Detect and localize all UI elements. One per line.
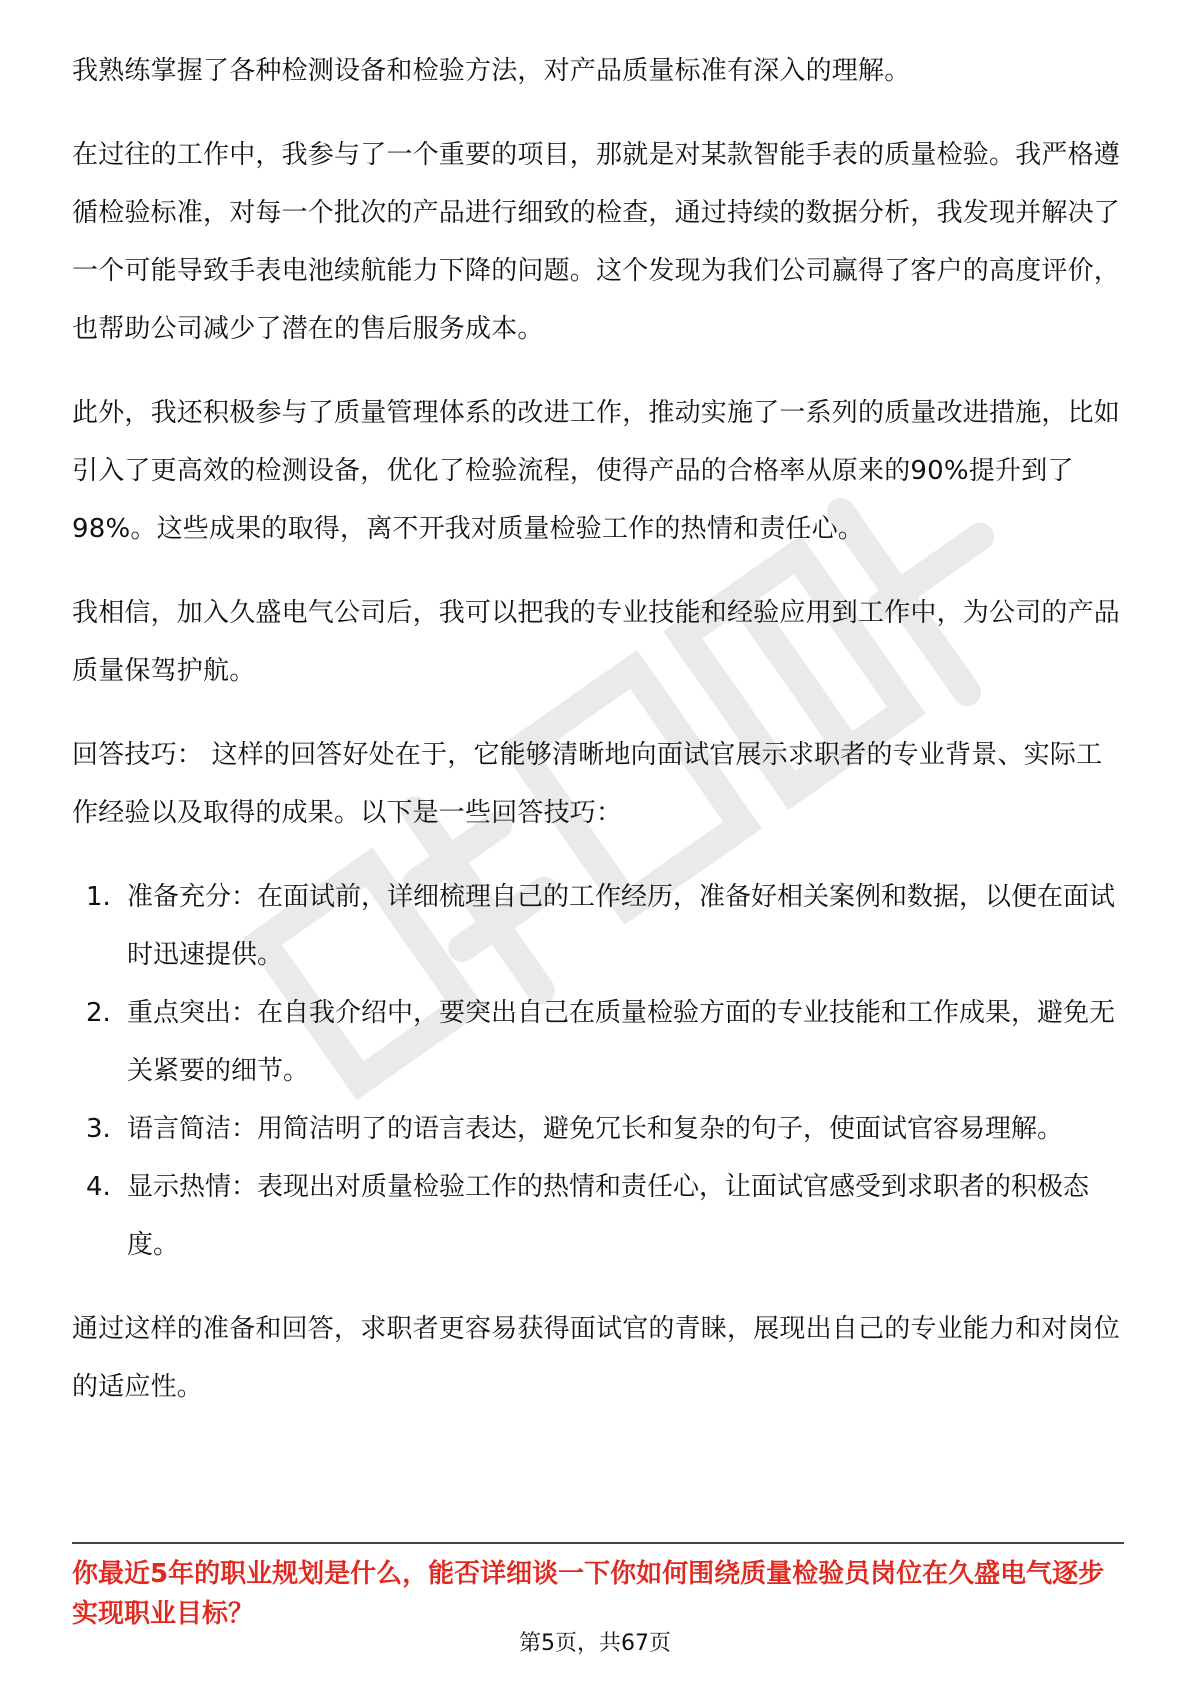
paragraph-answer-tips: 回答技巧： 这样的回答好处在于，它能够清晰地向面试官展示求职者的专业背景、实际工作经验以及取得的成果。以下是一些回答技巧： xyxy=(72,740,1103,828)
page-number-footer: 第5页，共67页 xyxy=(519,1631,671,1656)
paragraph-project: 在过往的工作中，我参与了一个重要的项目，那就是对某款智能手表的质量检验。我严格遵循检验标准，对每一个批次的产品进行细致的检查，通过持续的数据分析，我发现并解决了一个可能导致手表电池续航能力下降的问题。这个发现为我们公司赢得了客户的高度评价，也帮助公司减少了潜在的售后服务成本。 xyxy=(72,140,1121,344)
list-item-text: 显示热情：表现出对质量检验工作的热情和责任心，让面试官感受到求职者的积极态度。 xyxy=(127,1172,1090,1260)
paragraph-skills: 我熟练掌握了各种检测设备和检验方法，对产品质量标准有深入的理解。 xyxy=(72,56,911,86)
list-number: 1. xyxy=(86,882,111,912)
list-item xyxy=(72,1100,1122,1158)
list-item xyxy=(72,1158,1122,1274)
list-number: 3. xyxy=(86,1114,111,1144)
list-item-text: 语言简洁：用简洁明了的语言表达，避免冗长和复杂的句子，使面试官容易理解。 xyxy=(127,1114,1064,1144)
paragraph-improvement: 此外，我还积极参与了质量管理体系的改进工作，推动实施了一系列的质量改进措施，比如引入了更高效的检测设备，优化了检验流程，使得产品的合格率从原来的90%提升到了98%。这些成果的取得，离不开我对质量检验工作的热情和责任心。 xyxy=(72,398,1121,544)
paragraph-closing: 通过这样的准备和回答，求职者更容易获得面试官的青睐，展现出自己的专业能力和对岗位的适应性。 xyxy=(72,1314,1121,1402)
document-body xyxy=(72,42,1122,1442)
list-number: 4. xyxy=(86,1172,111,1202)
list-item-text: 重点突出：在自我介绍中，要突出自己在质量检验方面的专业技能和工作成果，避免无关紧要的细节。 xyxy=(127,998,1116,1086)
list-number: 2. xyxy=(86,998,111,1028)
list-item-text: 准备充分：在面试前，详细梳理自己的工作经历，准备好相关案例和数据，以便在面试时迅速提供。 xyxy=(127,882,1116,970)
list-item xyxy=(72,868,1122,984)
paragraph-belief: 我相信，加入久盛电气公司后，我可以把我的专业技能和经验应用到工作中，为公司的产品质量保驾护航。 xyxy=(72,598,1121,686)
section-divider xyxy=(72,1542,1124,1544)
tips-list xyxy=(72,868,1122,1274)
next-question-heading: 你最近5年的职业规划是什么，能否详细谈一下你如何围绕质量检验员岗位在久盛电气逐步实现职业目标？ xyxy=(72,1559,1105,1629)
list-item xyxy=(72,984,1122,1100)
